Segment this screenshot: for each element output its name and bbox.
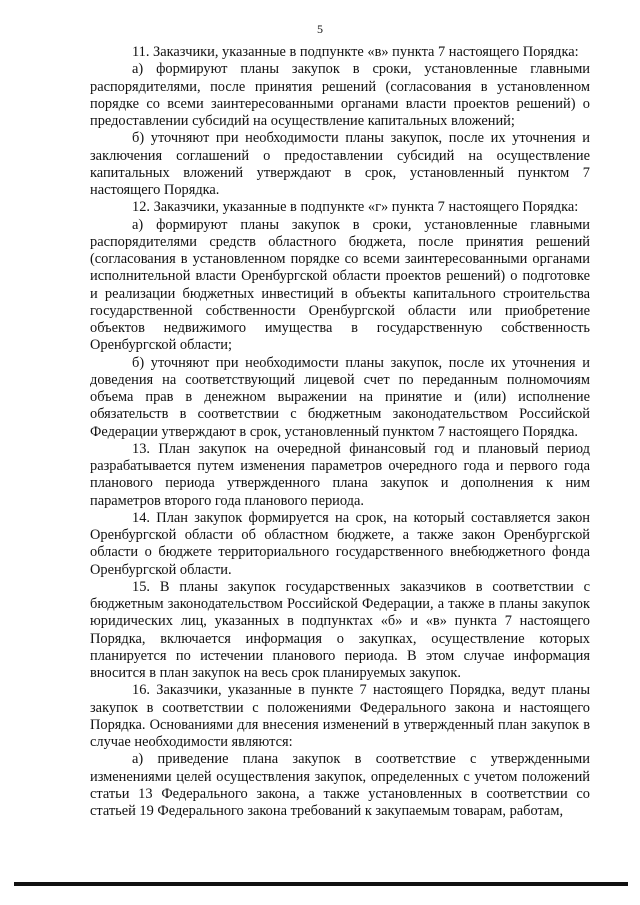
bottom-divider — [14, 882, 628, 886]
paragraph-15: 15. В планы закупок государственных заказчиков в соответствии с бюджетным законодательством Российской Федерации, а также в планы закупок юридических лиц, указанных в подпунктах «б» и «в» пункта 7 настоящего Порядка, включается информация о закупках, осуществление которых планируется по истечении планового периода. В этом случае информация вносится в план закупок на весь срок планируемых закупок. — [90, 578, 590, 681]
paragraph-16-a: а) приведение плана закупок в соответствие с утвержденными изменениями целей осуществления закупок, определенных с учетом положений статьи 13 Федерального закона, а также установленных в соответствии со статьей 19 Федерального закона требований к закупаемым товарам, работам, — [90, 751, 590, 819]
paragraph-12-a: а) формируют планы закупок в сроки, установленные главными распорядителями средств областного бюджета, после принятия решений (согласования в установленном порядке со всеми заинтересованными органами исполнительной власти Оренбургской области проектов решений) о подготовке и реализации бюджетных инвестиций в объекты капитального строительства государственной собственности Оренбургской области или приобретение объектов недвижимого имущества в государственную собственность Оренбургской области; — [90, 216, 590, 354]
paragraph-11-b: б) уточняют при необходимости планы закупок, после их уточнения и заключения соглашений о предоставлении субсидий на осуществление капитальных вложений утверждают в срок, установленный пунктом 7 настоящего Порядка. — [90, 130, 590, 198]
paragraph-12-b: б) уточняют при необходимости планы закупок, после их уточнения и доведения на соответствующий лицевой счет по переданным полномочиям объема прав в денежном выражении на принятие и (или) исполнение обязательств в соответствии с бюджетным законодательством Российской Федерации утверждают в срок, установленный пунктом 7 настоящего Порядка. — [90, 354, 590, 440]
page-number: 5 — [317, 22, 323, 36]
paragraph-11-a: а) формируют планы закупок в сроки, установленные главными распорядителями, после принятия решений (согласования в установленном порядке со всеми заинтересованными органами власти проектов решений) о предоставлении субсидий на осуществление капитальных вложений; — [90, 61, 590, 129]
paragraph-16: 16. Заказчики, указанные в пункте 7 настоящего Порядка, ведут планы закупок в соответствии с положениями Федерального закона и настоящего Порядка. Основаниями для внесения изменений в утвержденный план закупок в случае необходимости являются: — [90, 682, 590, 750]
paragraph-12: 12. Заказчики, указанные в подпункте «г» пункта 7 настоящего Порядка: — [132, 199, 579, 216]
paragraph-13: 13. План закупок на очередной финансовый год и плановый период разрабатывается путем изменения параметров очередного года и первого года планового периода утвержденного плана закупок и дополнения к ним параметров второго года планового периода. — [90, 440, 590, 509]
paragraph-14: 14. План закупок формируется на срок, на который составляется закон Оренбургской области об областном бюджете, а также закон Оренбургской области о бюджете территориального государственного внебюджетного фонда Оренбургской области. — [90, 509, 590, 578]
document-body — [90, 44, 590, 820]
paragraph-11: 11. Заказчики, указанные в подпункте «в» пункта 7 настоящего Порядка: — [132, 44, 579, 60]
